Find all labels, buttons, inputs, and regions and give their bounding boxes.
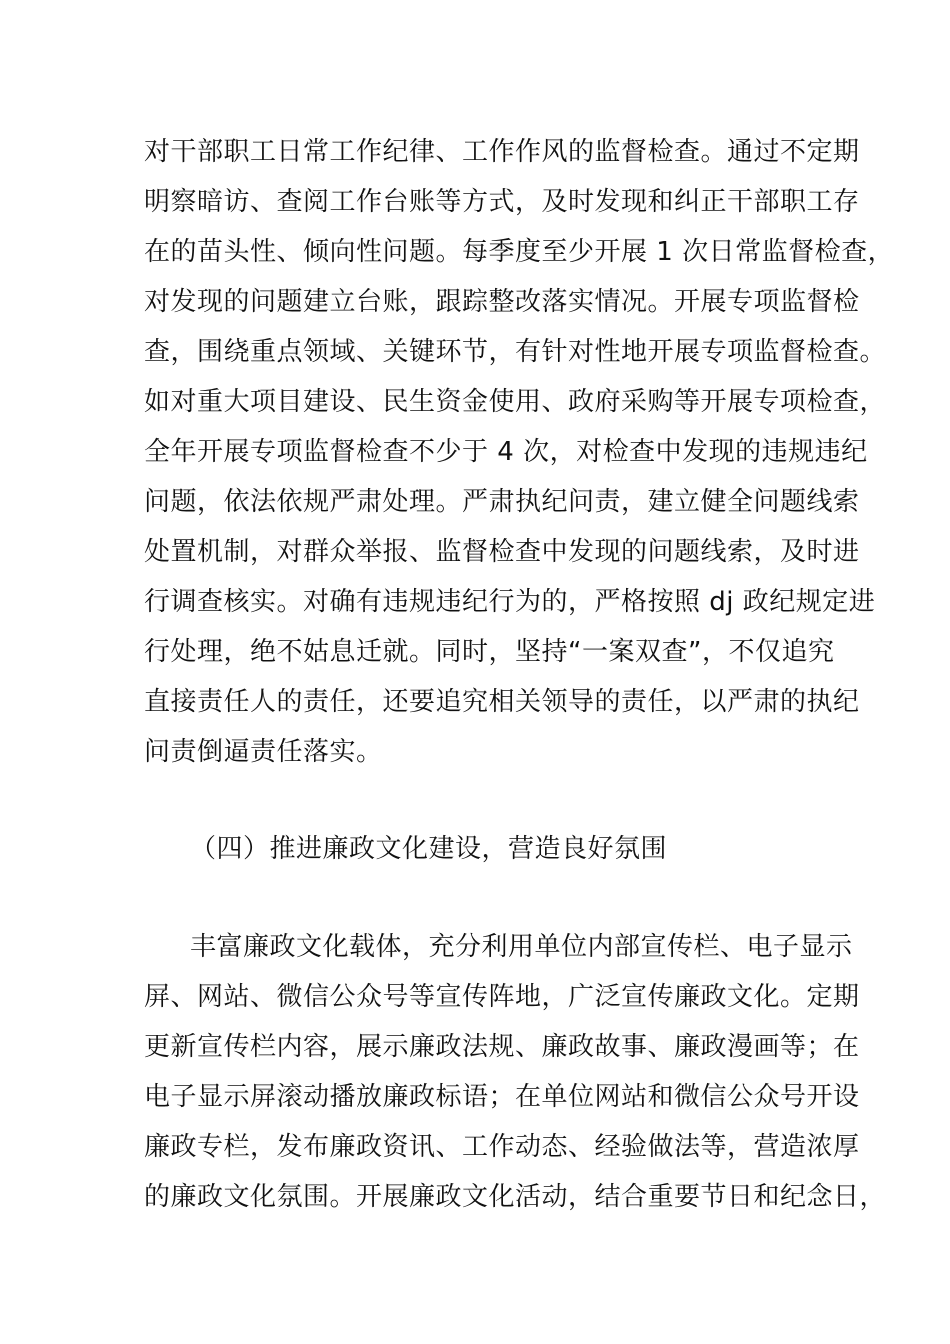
paragraph-line: 对发现的问题建立台账，跟踪整改落实情况。开展专项监督检 <box>144 287 860 317</box>
paragraph-line: 查，围绕重点领域、关键环节，有针对性地开展专项监督检查。 <box>144 337 887 367</box>
paragraph-line: 行调查核实。对确有违规违纪行为的，严格按照 dj 政纪规定进 <box>144 587 876 617</box>
paragraph-line: 全年开展专项监督检查不少于 4 次，对检查中发现的违规违纪 <box>144 437 868 467</box>
paragraph-line: 问题，依法依规严肃处理。严肃执纪问责，建立健全问题线索 <box>144 487 860 517</box>
paragraph-line: 直接责任人的责任，还要追究相关领导的责任，以严肃的执纪 <box>144 687 860 717</box>
paragraph-line: 行处理，绝不姑息迁就。同时，坚持“一案双查”，不仅追究 <box>144 637 835 667</box>
paragraph-line: 屏、网站、微信公众号等宣传阵地，广泛宣传廉政文化。定期 <box>144 982 860 1012</box>
paragraph-line: 更新宣传栏内容，展示廉政法规、廉政故事、廉政漫画等；在 <box>144 1032 860 1062</box>
paragraph-line: 的廉政文化氛围。开展廉政文化活动，结合重要节日和纪念日， <box>144 1182 887 1212</box>
paragraph-line: 丰富廉政文化载体，充分利用单位内部宣传栏、电子显示 <box>190 932 853 962</box>
paragraph-line: 在的苗头性、倾向性问题。每季度至少开展 1 次日常监督检查， <box>144 237 895 267</box>
paragraph-line: 廉政专栏，发布廉政资讯、工作动态、经验做法等，营造浓厚 <box>144 1132 860 1162</box>
section-heading: （四）推进廉政文化建设，营造良好氛围 <box>190 834 668 864</box>
paragraph-line: 对干部职工日常工作纪律、工作作风的监督检查。通过不定期 <box>144 137 860 167</box>
paragraph-line: 问责倒逼责任落实。 <box>144 737 383 767</box>
paragraph-line: 电子显示屏滚动播放廉政标语；在单位网站和微信公众号开设 <box>144 1082 860 1112</box>
paragraph-line: 处置机制，对群众举报、监督检查中发现的问题线索，及时进 <box>144 537 860 567</box>
paragraph-line: 如对重大项目建设、民生资金使用、政府采购等开展专项检查， <box>144 387 887 417</box>
paragraph-line: 明察暗访、查阅工作台账等方式，及时发现和纠正干部职工存 <box>144 187 860 217</box>
